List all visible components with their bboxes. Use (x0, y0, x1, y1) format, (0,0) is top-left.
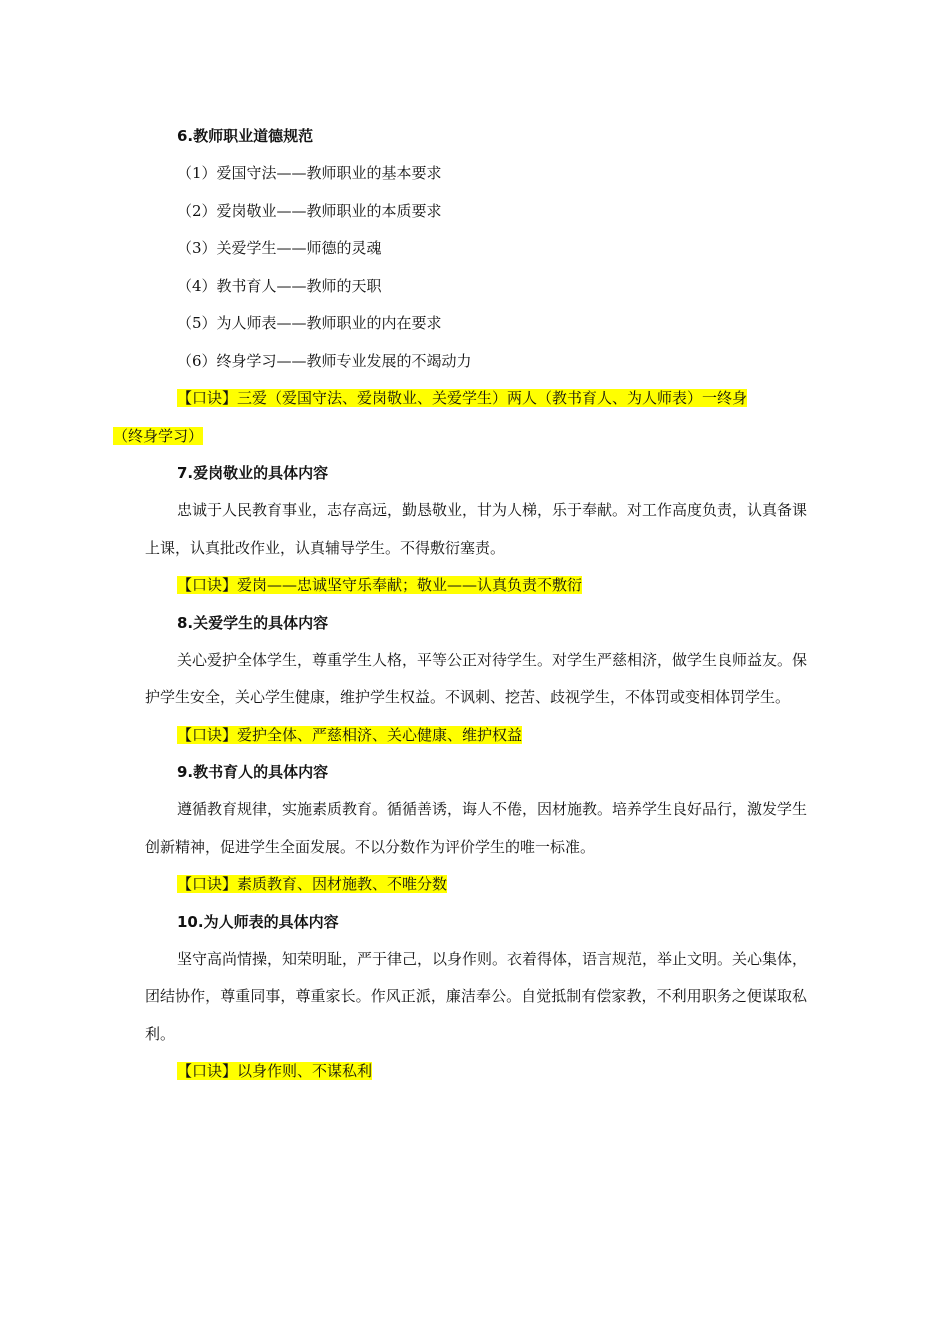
section-6-mnemonic (113, 380, 807, 455)
list-item: （5）为人师表——教师职业的内在要求 (177, 314, 442, 332)
section-7-mnemonic (145, 567, 807, 605)
list-item: （4）教书育人——教师的天职 (177, 276, 382, 295)
mnemonic-text: 【口诀】以身作则、不谋私利 (177, 1062, 373, 1080)
section-10-title: 10.为人师表的具体内容 (177, 912, 339, 931)
section-10-mnemonic (145, 1053, 807, 1091)
mnemonic-text: 【口诀】素质教育、因材施教、不唯分数 (177, 875, 448, 893)
mnemonic-line-1: 【口诀】三爱（爱国守法、爱岗敬业、关爱学生）两人（教书育人、为人师表）一终身 (177, 389, 748, 407)
list-item: （3）关爱学生——师德的灵魂 (177, 239, 382, 257)
section-8-mnemonic (145, 717, 807, 755)
mnemonic-text: 【口诀】爱护全体、严慈相济、关心健康、维护权益 (177, 725, 523, 744)
section-8-title: 8.关爱学生的具体内容 (177, 613, 329, 632)
mnemonic-line-2: （终身学习） (113, 426, 204, 445)
section-8-body: 关心爱护全体学生，尊重学生人格，平等公正对待学生。对学生严慈相济，做学生良师益友。保护学生安全，关心学生健康，维护学生权益。不讽刺、挖苦、歧视学生，不体罚或变相体罚学生。 (145, 650, 808, 706)
section-9-title: 9.教书育人的具体内容 (177, 763, 329, 781)
section-10-body: 坚守高尚情操，知荣明耻，严于律己，以身作则。衣着得体，语言规范，举止文明。关心集体，团结协作，尊重同事，尊重家长。作风正派，廉洁奉公。自觉抵制有偿家教，不利用职务之便谋取私利。 (145, 949, 808, 1043)
section-7-title: 7.爱岗敬业的具体内容 (177, 464, 329, 482)
list-item: （1）爱国守法——教师职业的基本要求 (177, 164, 442, 182)
list-item: （6）终身学习——教师专业发展的不竭动力 (177, 351, 472, 370)
section-9-mnemonic (145, 866, 807, 904)
section-9-body: 遵循教育规律，实施素质教育。循循善诱，诲人不倦，因材施教。培养学生良好品行，激发学生创新精神，促进学生全面发展。不以分数作为评价学生的唯一标准。 (145, 800, 808, 856)
document-page (113, 118, 808, 1091)
list-item: （2）爱岗敬业——教师职业的本质要求 (177, 201, 442, 220)
section-7-body: 忠诚于人民教育事业，志存高远，勤恳敬业，甘为人梯，乐于奉献。对工作高度负责，认真备课上课，认真批改作业，认真辅导学生。不得敷衍塞责。 (145, 501, 808, 557)
mnemonic-text: 【口诀】爱岗——忠诚坚守乐奉献；敬业——认真负责不敷衍 (177, 576, 583, 594)
section-6-title: 6.教师职业道德规范 (177, 127, 314, 145)
